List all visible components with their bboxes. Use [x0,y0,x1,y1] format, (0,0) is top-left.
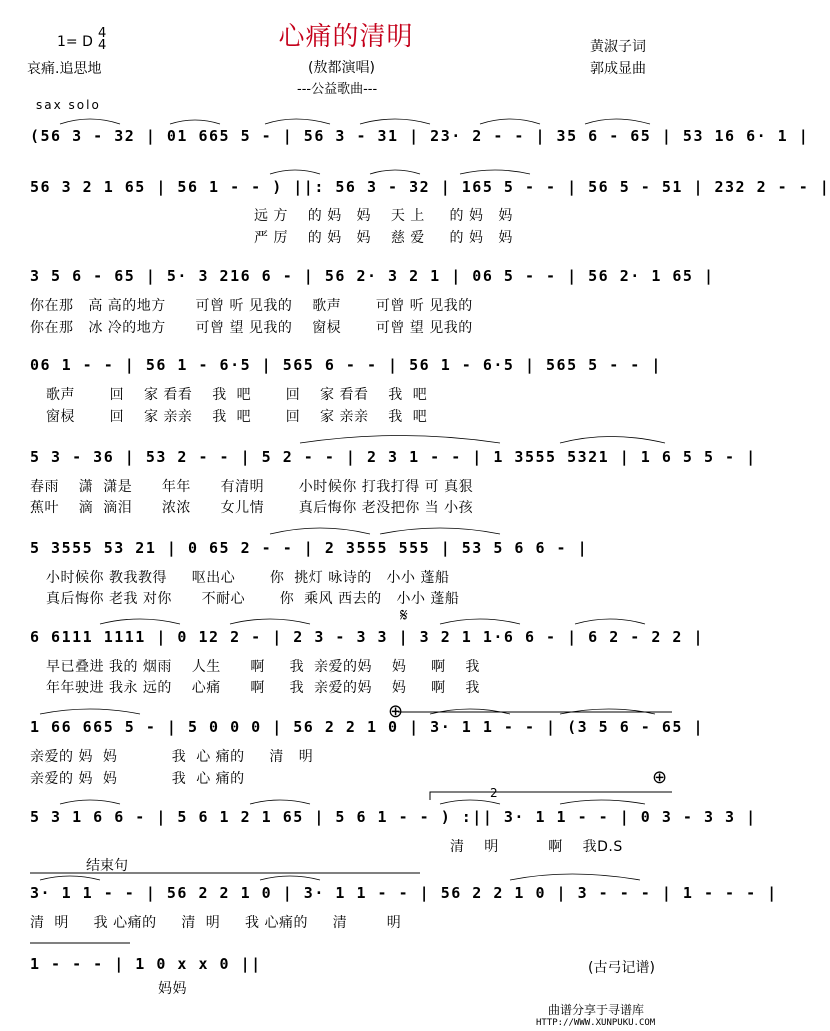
lyrics-row-2-verse-1: 远 方 的 妈 妈 天 上 的 妈 妈 [254,208,513,224]
volta-bracket [430,792,672,800]
notation-row-5: 5 3 - 36 | 53 2 - - | 5 2 - - | 2 3 1 - - | 1 3555 5321 | 1 6 5 5 - | [30,448,757,466]
watermark-text: 曲谱分享于寻谱库 [548,1003,645,1017]
composer: 郭成显曲 [590,61,646,77]
lyrics-row-3-verse-1: 你在那 高 高的地方 可曾 听 见我的 歌声 可曾 听 见我的 [30,298,473,314]
lyrics-row-4-verse-1: 歌声 回 家 看看 我 吧 回 家 看看 我 吧 [46,387,428,403]
lyrics-row-2-verse-2: 严 厉 的 妈 妈 慈 爱 的 妈 妈 [254,230,513,246]
notation-row-11: 1 - - - | 1 0 x x 0 || [30,955,262,973]
lyrics-row-7-verse-2: 年年驶进 我永 远的 心痛 啊 我 亲爱的妈 妈 啊 我 [46,680,480,696]
recorder-credit: (古弓记谱) [588,960,655,976]
lyrics-row-3-verse-2: 你在那 冰 冷的地方 可曾 望 见我的 窗棂 可曾 望 见我的 [30,320,473,336]
lyrics-row-4-verse-2: 窗棂 回 家 亲亲 我 吧 回 家 亲亲 我 吧 [46,409,428,425]
notation-row-8: 1 66 665 5 - | 5 0 0 0 | 56 2 2 1 0 | 3· 1 1 - - | (3 5 6 - 65 | [30,718,704,736]
lyrics-row-8-verse-1: 亲爱的 妈 妈 我 心 痛的 清 明 [30,749,314,765]
mood-marking: 哀痛.追思地 [27,61,102,77]
lyricist: 黄淑子词 [590,39,646,55]
time-signature: 4 4 [98,26,107,53]
lyrics-row-5-verse-2: 蕉叶 滴 滴泪 浓浓 女儿情 真后悔你 老没把你 当 小孩 [30,500,474,516]
notation-row-10: 3· 1 1 - - | 56 2 2 1 0 | 3· 1 1 - - | 56 2 2 1 0 | 3 - - - | 1 - - - | [30,884,778,902]
notation-row-4: 06 1 - - | 56 1 - 6·5 | 565 6 - - | 56 1 - 6·5 | 565 5 - - | [30,356,662,374]
performer: (敖都演唱) [308,60,375,76]
notation-row-2: 56 3 2 1 65 | 56 1 - - ) ||: 56 3 - 32 | 165 5 - - | 56 5 - 51 | 232 2 - - | [30,178,830,196]
lyrics-row-6-verse-2: 真后悔你 老我 对你 不耐心 你 乘风 西去的 小小 蓬船 [46,591,460,607]
key-signature: 1= D [57,34,93,50]
watermark-url: HTTP://WWW.XUNPUKU.COM [536,1018,656,1028]
segno-sign: 𝄋 [400,605,408,626]
lyrics-row-7-verse-1: 早已叠进 我的 烟雨 人生 啊 我 亲爱的妈 妈 啊 我 [46,659,480,675]
volta-2-label: 2 [490,786,498,800]
lyrics-row-11: 妈妈 [158,981,187,997]
ending-label: 结束句 [86,858,128,874]
sax-solo-label: sax solo [36,98,101,112]
notation-row-3: 3 5 6 - 65 | 5· 3 216 6 - | 56 2· 3 2 1 | 06 5 - - | 56 2· 1 65 | [30,267,715,285]
coda-sign: ⊕ [388,701,404,722]
lyrics-row-8-verse-2: 亲爱的 妈 妈 我 心 痛的 [30,771,245,787]
notation-row-9: 5 3 1 6 6 - | 5 6 1 2 1 65 | 5 6 1 - - ) :|| 3· 1 1 - - | 0 3 - 3 3 | [30,808,757,826]
coda-sign-end: ⊕ [652,767,668,788]
song-title: 心痛的清明 [278,22,414,52]
tag-line: ---公益歌曲--- [297,82,378,97]
lyrics-row-9: 清 明 啊 我D.S [450,839,623,855]
lyrics-row-5-verse-1: 春雨 潇 潇是 年年 有清明 小时候你 打我打得 可 真狠 [30,479,474,495]
notation-row-6: 5 3555 53 21 | 0 65 2 - - | 2 3555 555 | 53 5 6 6 - | [30,539,589,557]
lyrics-row-6-verse-1: 小时候你 教我教得 呕出心 你 挑灯 咏诗的 小小 蓬船 [46,570,450,586]
notation-row-7: 6 6111 1111 | 0 12 2 - | 2 3 - 3 3 | 3 2 1 1·6 6 - | 6 2 - 2 2 | [30,628,704,646]
lyrics-row-10: 清 明 我 心痛的 清 明 我 心痛的 清 明 [30,915,402,931]
notation-row-1: (56 3 - 32 | 01 665 5 - | 56 3 - 31 | 23· 2 - - | 35 6 - 65 | 53 16 6· 1 | [30,127,810,145]
